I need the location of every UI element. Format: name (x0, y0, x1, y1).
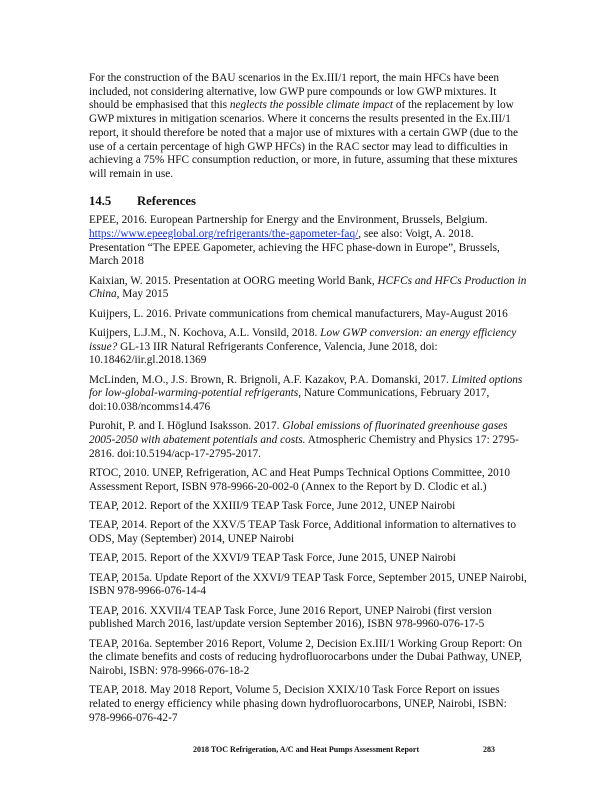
reference-teap-2018: TEAP, 2018. May 2018 Report, Volume 5, Decision XXIX/10 Task Force Report on issues related to energy efficiency while phasing down hydrofluorocarbons, UNEP, Nairobi, ISBN: 978-9966-076-42-7 (89, 684, 507, 724)
reference-teap-2016a: TEAP, 2016a. September 2016 Report, Volume 2, Decision Ex.III/1 Working Group Report: On the climate benefits and costs of reducing hydrofluorocarbons under the Dubai Pathway, UNEP, Nairobi, ISBN: 978-9966-076-18-2 (89, 637, 523, 678)
page-number: 283 (483, 745, 495, 754)
section-title: References (137, 193, 196, 208)
reference-kuijpers-2016: Kuijpers, L. 2016. Private communications from chemical manufacturers, May-August 2016 (89, 307, 508, 320)
reference-list (89, 214, 529, 725)
reference-teap-2015a: TEAP, 2015a. Update Report of the XXVI/9 TEAP Task Force, September 2015, UNEP Nairobi, ISBN 978-9966-076-14-4 (89, 571, 527, 598)
reference-kuijpers-2018: Kuijpers, L.J.M., N. Kochova, A.L. Vonsild, 2018. Low GWP conversion: an energy efficiency issue? GL-13 IIR Natural Refrigerants Conference, Valencia, June 2018, doi: 10.18462/iir.gl.2018.1369 (89, 327, 517, 367)
reference-kaixian: Kaixian, W. 2015. Presentation at OORG meeting World Bank, HCFCs and HFCs Production in China, May 2015 (89, 274, 527, 301)
reference-teap-2012: TEAP, 2012. Report of the XXIII/9 TEAP Task Force, June 2012, UNEP Nairobi (89, 500, 456, 513)
reference-rtoc: RTOC, 2010. UNEP, Refrigeration, AC and Heat Pumps Technical Options Committee, 2010 Assessment Report, ISBN 978-9966-20-002-0 (Annex to the Report by D. Clodic et al.) (89, 467, 511, 493)
footer-title: 2018 TOC Refrigeration, A/C and Heat Pumps Assessment Report (193, 745, 420, 754)
epee-gapometer-link[interactable]: https://www.epeeglobal.org/refrigerants/the-gapometer-faq/ (89, 228, 359, 241)
reference-mclinden: McLinden, M.O., J.S. Brown, R. Brignoli, A.F. Kazakov, P.A. Domanski, 2017. Limited options for low-global-warming-potential refrigerants, Nature Communications, February 2017, doi:10.038/ncomms14.476 (89, 373, 523, 414)
section-heading (89, 195, 529, 209)
section-number: 14.5 (89, 193, 112, 208)
reference-teap-2014: TEAP, 2014. Report of the XXV/5 TEAP Task Force, Additional information to alternatives to ODS, May (September) 2014, UNEP Nairobi (89, 519, 516, 546)
reference-teap-2016: TEAP, 2016. XXVII/4 TEAP Task Force, June 2016 Report, UNEP Nairobi (first version published March 2016, last/update version September 2016), ISBN 978-9960-076-17-5 (89, 604, 492, 631)
intro-paragraph: For the construction of the BAU scenarios in the Ex.III/1 report, the main HFCs have been included, not considering alternative, low GWP pure compounds or low GWP mixtures. It should be emphasised that this neglects the possible climate impact of the replacement by low GWP mixtures in mitigation scenarios. Where it concerns the results presented in the Ex.III/1 report, it should therefore be noted that a major use of mixtures with a certain GWP (due to the use of a certain percentage of high GWP HFCs) in the RAC sector may lead to difficulties in achieving a 75% HFC consumption reduction, or more, in future, assuming that these mixtures will remain in use. (89, 72, 519, 180)
page-footer (193, 745, 495, 754)
reference-teap-2015: TEAP, 2015. Report of the XXVI/9 TEAP Task Force, June 2015, UNEP Nairobi (89, 552, 456, 565)
reference-purohit: Purohit, P. and I. Höglund Isaksson. 2017. Global emissions of fluorinated greenhouse gases 2005-2050 with abatement potentials and costs. Atmospheric Chemistry and Physics 17: 2795-2816. doi:10.5194/acp-17-2795-2017. (89, 420, 519, 460)
emphasis-text: neglects the possible climate impact (229, 99, 394, 112)
document-page (89, 72, 529, 731)
reference-epee: EPEE, 2016. European Partnership for Energy and the Environment, Brussels, Belgium. https://www.epeeglobal.org/refrigerants/the-gapometer-faq/, see also: Voigt, A. 2018. Presentation “The EPEE Gapometer, achieving the HFC phase-down in Europe”, Brussels, March 2018 (89, 214, 500, 268)
